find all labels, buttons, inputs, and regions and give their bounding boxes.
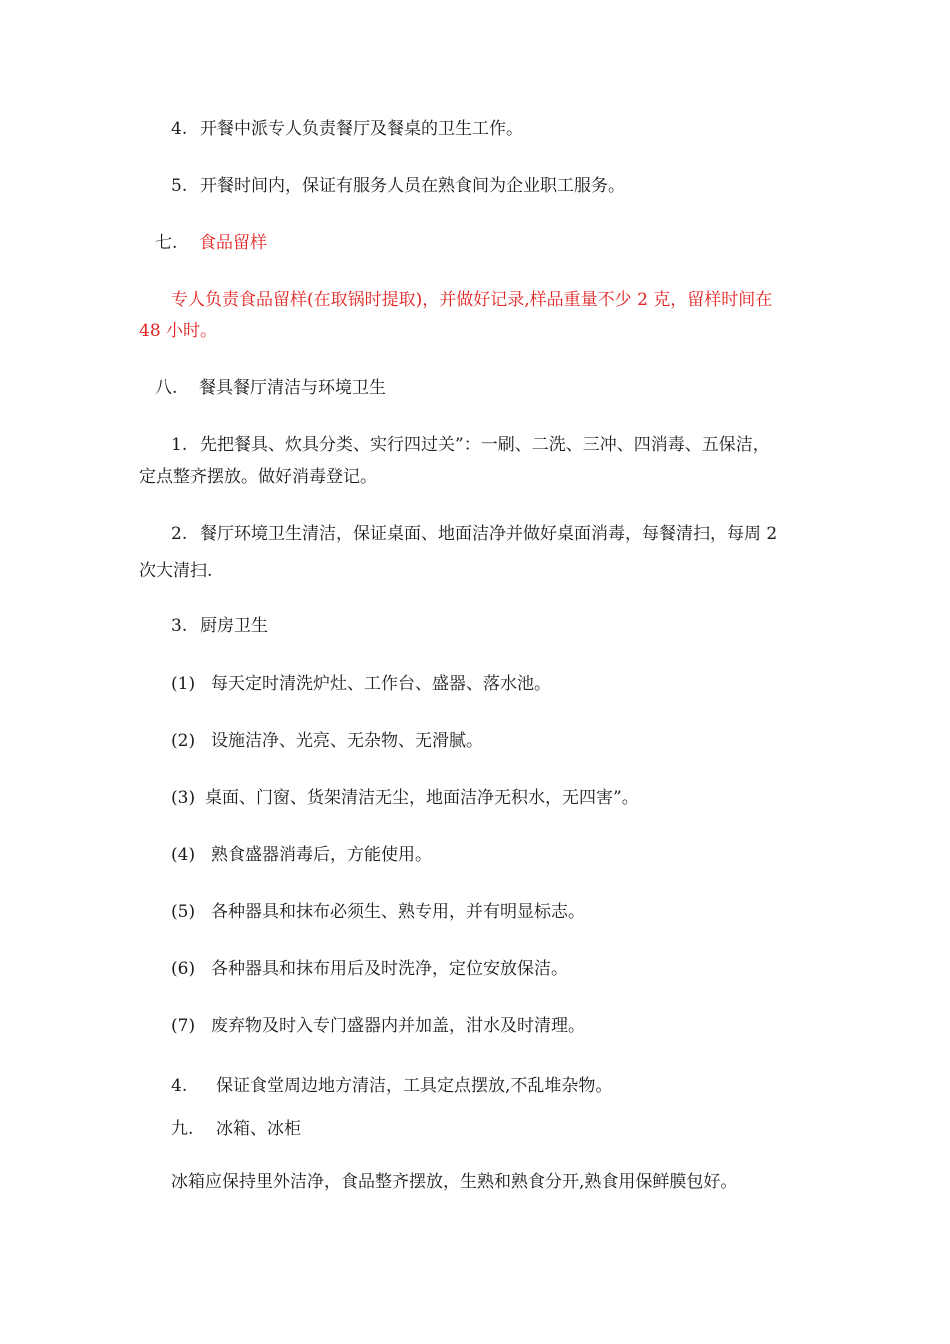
sub-item-number: (3) (171, 788, 196, 808)
sub-list-item (171, 673, 551, 695)
sub-item-number: (4) (171, 845, 196, 865)
sub-item-text: 每天定时清洗炉灶、工作台、盛器、落水池。 (211, 674, 551, 694)
sub-item-text: 各种器具和抹布用后及时洗净，定位安放保洁。 (211, 959, 568, 979)
section-number: 九. (171, 1119, 194, 1139)
item-number: 2. (171, 524, 188, 544)
sub-item-number: (2) (171, 731, 196, 751)
sub-item-text: 熟食盛器消毒后，方能使用。 (211, 845, 432, 865)
section-title: 食品留样 (199, 233, 267, 253)
sub-list-item (171, 787, 639, 809)
section-number: 八. (155, 378, 178, 398)
item-text: 餐厅环境卫生清洁，保证桌面、地面洁净并做好桌面消毒，每餐清扫，每周 2 (200, 524, 778, 544)
item-text: 开餐中派专人负责餐厅及餐桌的卫生工作。 (200, 119, 523, 139)
list-item (171, 175, 625, 197)
section-heading (171, 1118, 301, 1140)
sub-item-text: 各种器具和抹布必须生、熟专用，并有明显标志。 (211, 902, 585, 922)
sub-item-number: (7) (171, 1016, 196, 1036)
paragraph-line: 48 小时。 (139, 321, 218, 341)
sub-list-item (171, 901, 585, 923)
sub-list-item (171, 1015, 585, 1037)
sub-list-item (171, 844, 432, 866)
list-item (171, 118, 523, 140)
sub-item-text: 设施洁净、光亮、无杂物、无滑腻。 (211, 731, 483, 751)
section-title: 冰箱、冰柜 (216, 1119, 301, 1139)
sub-item-number: (5) (171, 902, 196, 922)
list-item (171, 615, 268, 637)
item-number: 4. (171, 1076, 188, 1096)
section-heading (155, 377, 386, 399)
sub-item-text: 废弃物及时入专门盛器内并加盖，泔水及时清理。 (211, 1016, 585, 1036)
paragraph-line: 次大清扫. (139, 561, 213, 581)
section-number: 七. (155, 233, 178, 253)
sub-list-item (171, 958, 568, 980)
section-heading (155, 232, 267, 254)
item-number: 3. (171, 616, 188, 636)
item-number: 5. (171, 176, 188, 196)
item-text: 厨房卫生 (200, 616, 268, 636)
item-number: 4. (171, 119, 188, 139)
sub-item-text: 桌面、门窗、货架清洁无尘，地面洁净无积水，无四害”。 (205, 788, 639, 808)
item-text: 保证食堂周边地方清洁，工具定点摆放,不乱堆杂物。 (216, 1076, 613, 1096)
paragraph-line: 专人负责食品留样(在取锅时提取)，并做好记录,样品重量不少 2 克，留样时间在 (171, 290, 773, 310)
section-title: 餐具餐厅清洁与环境卫生 (199, 378, 386, 398)
paragraph-line: 定点整齐摆放。做好消毒登记。 (139, 467, 377, 487)
item-text: 先把餐具、炊具分类、实行四过关”：一刷、二洗、三冲、四消毒、五保洁， (200, 435, 770, 455)
list-item (171, 523, 777, 545)
sub-item-number: (1) (171, 674, 196, 694)
list-item (171, 1075, 612, 1097)
item-number: 1. (171, 435, 188, 455)
sub-list-item (171, 730, 483, 752)
item-text: 开餐时间内，保证有服务人员在熟食间为企业职工服务。 (200, 176, 625, 196)
paragraph-line: 冰箱应保持里外洁净，食品整齐摆放，生熟和熟食分开,熟食用保鲜膜包好。 (171, 1172, 738, 1192)
sub-item-number: (6) (171, 959, 196, 979)
list-item (171, 434, 770, 456)
